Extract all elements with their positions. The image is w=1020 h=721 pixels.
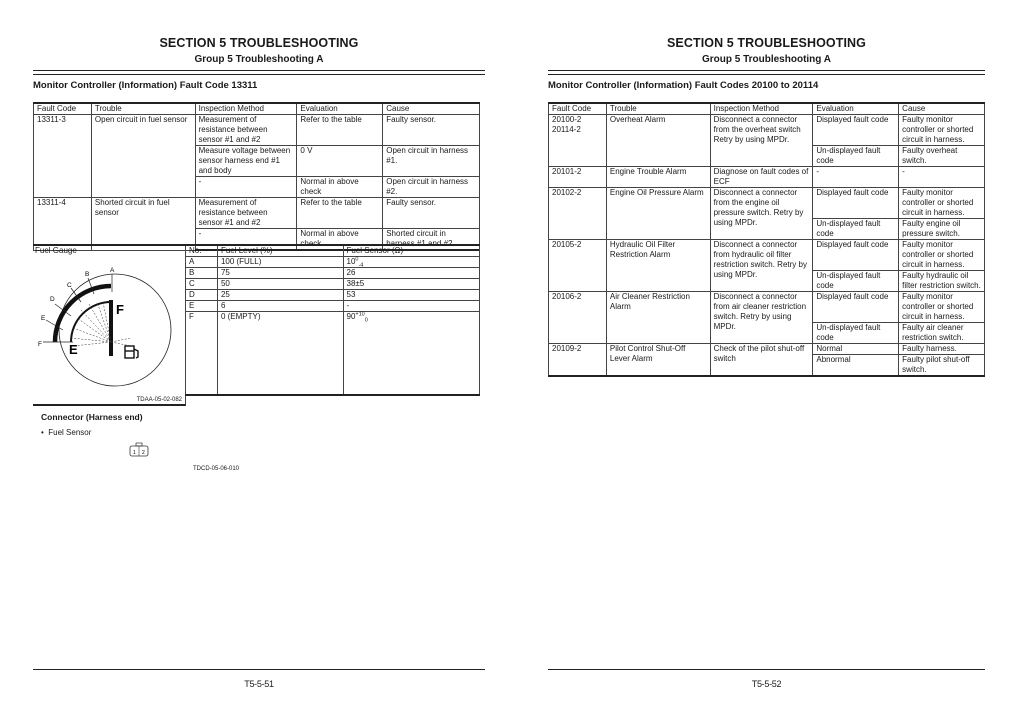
empty-letter: E xyxy=(69,342,78,357)
group-title: Group 5 Troubleshooting A xyxy=(701,54,832,65)
sensor-cell xyxy=(343,312,480,396)
no-cell: A xyxy=(186,257,218,268)
right-page xyxy=(548,0,985,721)
no-cell: D xyxy=(186,290,218,301)
evaluation-cell: Displayed fault code xyxy=(813,115,899,146)
cause-cell: Faulty engine oil pressure switch. xyxy=(899,219,985,240)
cause-cell: - xyxy=(899,167,985,188)
cause-cell: Faulty air cleaner restriction switch. xyxy=(899,323,985,344)
header-evaluation: Evaluation xyxy=(813,103,899,115)
section-title: SECTION 5 TROUBLESHOOTING xyxy=(159,36,359,50)
inspection-cell: - xyxy=(195,177,297,198)
inspection-cell: Measurement of resistance between sensor #1 and #2 xyxy=(195,115,297,146)
fuel-pump-icon xyxy=(125,346,138,358)
evaluation-cell: Un-displayed fault code xyxy=(813,271,899,292)
no-cell: E xyxy=(186,301,218,312)
figure-code: TDAA-05-02-082 xyxy=(136,397,182,403)
trouble-cell: Overheat Alarm xyxy=(606,115,710,167)
connector-icon xyxy=(128,442,150,458)
fuel-level-table xyxy=(185,244,480,396)
gauge-inner-arc xyxy=(71,302,111,342)
sensor-cell xyxy=(343,257,480,268)
no-cell: C xyxy=(186,279,218,290)
trouble-cell: Air Cleaner Restriction Alarm xyxy=(606,292,710,344)
table-row xyxy=(549,240,985,271)
fuel-gauge-diagram xyxy=(33,258,185,390)
header-trouble: Trouble xyxy=(91,103,195,115)
mark-f: F xyxy=(38,341,42,348)
sensor-tol-lower: -4 xyxy=(358,262,364,269)
footer-divider xyxy=(33,669,485,670)
header-fault-code: Fault Code xyxy=(34,103,92,115)
table-row xyxy=(186,290,480,301)
cause-cell: Faulty monitor controller or shorted circuit in harness. xyxy=(899,188,985,219)
cause-cell: Faulty harness. xyxy=(899,344,985,355)
trouble-cell: Shorted circuit in fuel sensor xyxy=(91,198,195,251)
evaluation-cell: Refer to the table xyxy=(297,198,383,229)
level-cell: 6 xyxy=(217,301,343,312)
cause-cell: Faulty sensor. xyxy=(383,198,480,229)
sensor-value: 90 xyxy=(346,312,356,321)
inspection-cell: Measurement of resistance between sensor #1 and #2 xyxy=(195,198,297,229)
page-number: T5-5-51 xyxy=(244,679,274,689)
level-cell: 0 (EMPTY) xyxy=(217,312,343,396)
pin-1: 1 xyxy=(133,450,136,456)
evaluation-cell: 0 V xyxy=(297,146,383,177)
level-cell: 25 xyxy=(217,290,343,301)
header-cause: Cause xyxy=(383,103,480,115)
sensor-tol-upper: +10 xyxy=(355,311,365,318)
evaluation-cell: Un-displayed fault code xyxy=(813,323,899,344)
mark-c: C xyxy=(67,282,72,289)
sensor-cell: 38±5 xyxy=(343,279,480,290)
table-row xyxy=(549,292,985,323)
cause-cell: Faulty overheat switch. xyxy=(899,146,985,167)
gauge-leader-lines xyxy=(43,274,112,342)
inspection-cell: Disconnect a connector from the engine oil pressure switch. Retry by using MPDr. xyxy=(710,188,813,240)
trouble-cell: Engine Trouble Alarm xyxy=(606,167,710,188)
connector-item-label: Fuel Sensor xyxy=(48,428,92,437)
header-inspection: Inspection Method xyxy=(710,103,813,115)
connector-figure-code: TDCD-05-06-010 xyxy=(193,466,240,472)
trouble-cell: Hydraulic Oil Filter Restriction Alarm xyxy=(606,240,710,292)
header-divider xyxy=(548,70,985,75)
group-title: Group 5 Troubleshooting A xyxy=(194,54,324,65)
level-cell: 100 (FULL) xyxy=(217,257,343,268)
fault-code-cell: 13311-3 xyxy=(34,115,92,198)
evaluation-cell: Normal in above check xyxy=(297,177,383,198)
header-evaluation: Evaluation xyxy=(297,103,383,115)
level-cell: 50 xyxy=(217,279,343,290)
table-row xyxy=(34,115,480,146)
header-inspection: Inspection Method xyxy=(195,103,297,115)
fault-code-cell: 13311-4 xyxy=(34,198,92,251)
sensor-tol-lower: 0 xyxy=(364,317,368,324)
fault-table-13311 xyxy=(33,102,480,251)
cause-cell: Faulty monitor controller or shorted circuit in harness. xyxy=(899,292,985,323)
table-header-row xyxy=(34,103,480,115)
evaluation-cell: Normal in above check xyxy=(297,229,383,251)
page-number: T5-5-52 xyxy=(751,679,782,689)
evaluation-cell: Displayed fault code xyxy=(813,188,899,219)
mark-e: E xyxy=(41,315,46,322)
cause-cell: Shorted circuit in harness #1 and #2. xyxy=(383,229,480,251)
table-row xyxy=(549,344,985,355)
evaluation-cell: Normal xyxy=(813,344,899,355)
table-row xyxy=(186,268,480,279)
inspection-cell: Disconnect a connector from air cleaner restriction switch. Retry by using MPDr. xyxy=(710,292,813,344)
evaluation-cell: Un-displayed fault code xyxy=(813,219,899,240)
fault-code-cell: 20106-2 xyxy=(549,292,607,344)
no-cell: B xyxy=(186,268,218,279)
cause-cell: Faulty pilot shut-off switch. xyxy=(899,355,985,377)
trouble-cell: Pilot Control Shut-Off Lever Alarm xyxy=(606,344,710,377)
evaluation-cell: Displayed fault code xyxy=(813,240,899,271)
cause-cell: Open circuit in harness #1. xyxy=(383,146,480,177)
inspection-cell: - xyxy=(195,229,297,251)
cause-cell: Faulty monitor controller or shorted circuit in harness. xyxy=(899,115,985,146)
mark-b: B xyxy=(85,271,90,278)
header-cause: Cause xyxy=(899,103,985,115)
fuel-gauge-label: Fuel Gauge xyxy=(35,246,77,255)
evaluation-cell: Displayed fault code xyxy=(813,292,899,323)
header-trouble: Trouble xyxy=(606,103,710,115)
evaluation-cell: Abnormal xyxy=(813,355,899,377)
header-no: No. xyxy=(186,245,218,257)
fault-title: Monitor Controller (Information) Fault Code 13311 xyxy=(33,80,258,91)
fuel-gauge-figure xyxy=(33,244,186,406)
left-page xyxy=(33,0,485,721)
fault-code-cell: 20105-2 xyxy=(549,240,607,292)
inspection-cell: Check of the pilot shut-off switch xyxy=(710,344,813,377)
sensor-tol-upper: 0 xyxy=(355,256,359,263)
connector-title: Connector (Harness end) xyxy=(41,412,143,422)
gauge-dial-outline xyxy=(59,274,171,386)
no-cell: F xyxy=(186,312,218,396)
section-title: SECTION 5 TROUBLESHOOTING xyxy=(666,36,867,50)
table-row xyxy=(186,279,480,290)
sensor-value: 10 xyxy=(346,257,356,266)
evaluation-cell: Un-displayed fault code xyxy=(813,146,899,167)
connector-item: • Fuel Sensor xyxy=(41,428,92,437)
table-header-row xyxy=(186,245,480,257)
inspection-cell: Disconnect a connector from hydraulic oil filter restriction switch. Retry by using MPDr. xyxy=(710,240,813,292)
evaluation-cell: Refer to the table xyxy=(297,115,383,146)
full-letter: F xyxy=(116,302,124,317)
evaluation-cell: - xyxy=(813,167,899,188)
level-cell: 75 xyxy=(217,268,343,279)
fault-title: Monitor Controller (Information) Fault Codes 20100 to 20114 xyxy=(548,80,819,91)
fault-code-cell: 20100-2 20114-2 xyxy=(549,115,607,167)
fault-code-cell: 20101-2 xyxy=(549,167,607,188)
sensor-cell: 26 xyxy=(343,268,480,279)
inspection-cell: Diagnose on fault codes of ECF xyxy=(710,167,813,188)
cause-cell: Faulty sensor. xyxy=(383,115,480,146)
cause-cell: Faulty monitor controller or shorted circuit in harness. xyxy=(899,240,985,271)
header-fault-code: Fault Code xyxy=(549,103,607,115)
sensor-cell: 53 xyxy=(343,290,480,301)
table-row xyxy=(186,301,480,312)
table-header-row xyxy=(549,103,985,115)
inspection-cell: Disconnect a connector from the overheat switch Retry by using MPDr. xyxy=(710,115,813,167)
footer-divider xyxy=(548,669,985,670)
table-row xyxy=(34,198,480,229)
fault-code-cell: 20102-2 xyxy=(549,188,607,240)
mark-d: D xyxy=(50,296,55,303)
table-row xyxy=(549,167,985,188)
fault-table-20100-20114 xyxy=(548,102,985,377)
cause-cell: Open circuit in harness #2. xyxy=(383,177,480,198)
table-row xyxy=(549,115,985,146)
mark-a: A xyxy=(110,267,115,274)
pin-2: 2 xyxy=(142,450,145,456)
header-fuel-sensor: Fuel Sensor (Ω) xyxy=(343,245,480,257)
table-row xyxy=(186,257,480,268)
inspection-cell: Measure voltage between sensor harness end #1 and body xyxy=(195,146,297,177)
table-row xyxy=(549,188,985,219)
table-row xyxy=(186,312,480,396)
trouble-cell: Open circuit in fuel sensor xyxy=(91,115,195,198)
gauge-needle-full xyxy=(109,300,113,356)
sensor-cell: - xyxy=(343,301,480,312)
trouble-cell: Engine Oil Pressure Alarm xyxy=(606,188,710,240)
fault-code-cell: 20109-2 xyxy=(549,344,607,377)
header-divider xyxy=(33,70,485,75)
header-fuel-level: Fuel Level (%) xyxy=(217,245,343,257)
cause-cell: Faulty hydraulic oil filter restriction switch. xyxy=(899,271,985,292)
